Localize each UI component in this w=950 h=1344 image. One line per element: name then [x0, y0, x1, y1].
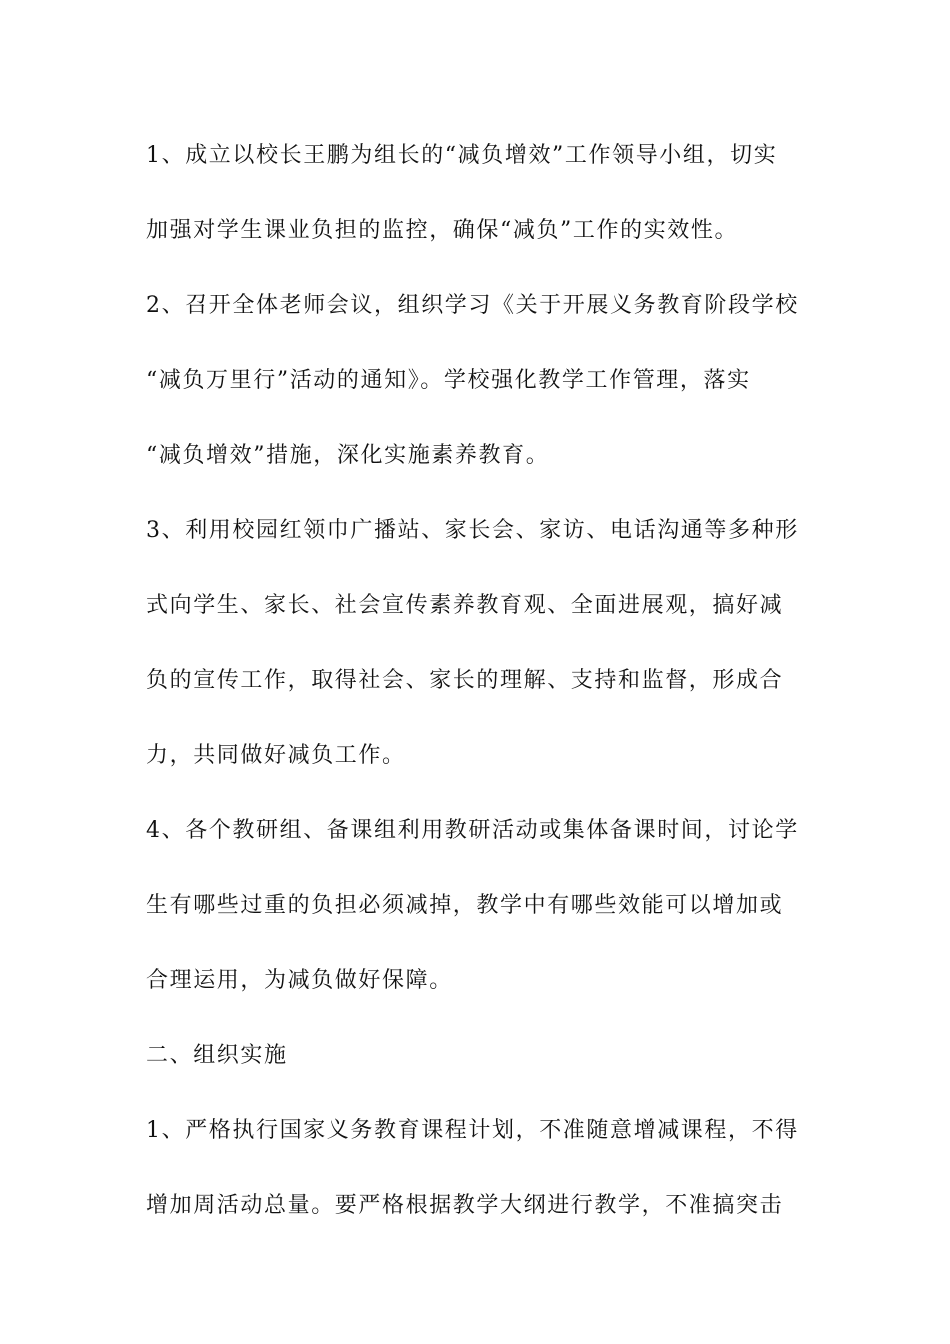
text-line: 1、成立以校长王鹏为组长的“减负增效”工作领导小组，切实 [146, 143, 778, 168]
text-line: 4、各个教研组、备课组利用教研活动或集体备课时间，讨论学 [146, 818, 799, 843]
text-line: 2、召开全体老师会议，组织学习《关于开展义务教育阶段学校 [146, 293, 799, 318]
text-line: “减负万里行”活动的通知》。学校强化教学工作管理，落实 [146, 368, 751, 393]
section-heading: 二、组织实施 [146, 1043, 288, 1068]
text-line: 加强对学生课业负担的监控，确保“减负”工作的实效性。 [146, 218, 739, 243]
text-line: 1、严格执行国家义务教育课程计划，不准随意增减课程，不得 [146, 1118, 799, 1143]
text-line: 力，共同做好减负工作。 [146, 743, 406, 768]
text-line: “减负增效”措施，深化实施素养教育。 [146, 443, 550, 468]
text-line: 式向学生、家长、社会宣传素养教育观、全面进展观，搞好减 [146, 593, 784, 618]
document-body [146, 118, 808, 1243]
text-line: 合理运用，为减负做好保障。 [146, 968, 453, 993]
text-line: 生有哪些过重的负担必须减掉，教学中有哪些效能可以增加或 [146, 893, 784, 918]
text-line: 3、利用校园红领巾广播站、家长会、家访、电话沟通等多种形 [146, 518, 799, 543]
text-line: 负的宣传工作，取得社会、家长的理解、支持和监督，形成合 [146, 668, 784, 693]
text-line: 增加周活动总量。要严格根据教学大纲进行教学，不准搞突击 [146, 1193, 784, 1218]
